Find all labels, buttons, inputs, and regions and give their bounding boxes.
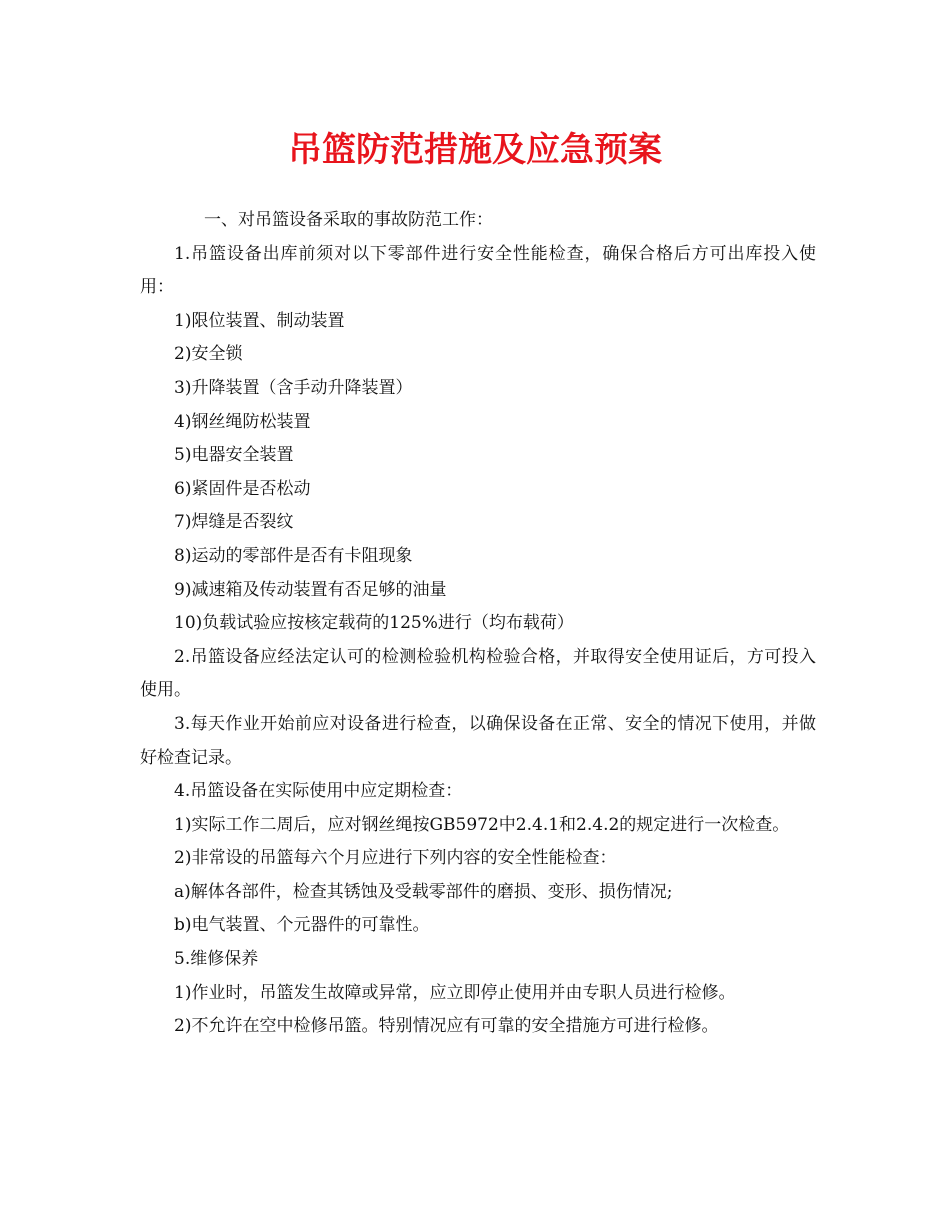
list-item: 5)电器安全装置 bbox=[174, 445, 294, 466]
list-item: 2)非常设的吊篮每六个月应进行下列内容的安全性能检查： bbox=[174, 848, 617, 869]
document-title: 吊篮防范措施及应急预案 bbox=[288, 130, 662, 170]
list-item: 2)安全锁 bbox=[174, 344, 243, 365]
list-item: b)电气装置、个元器件的可靠性。 bbox=[174, 915, 430, 936]
list-item: 1)作业时，吊篮发生故障或异常，应立即停止使用并由专职人员进行检修。 bbox=[174, 982, 736, 1003]
document-body bbox=[140, 204, 816, 1044]
list-item: 7)焊缝是否裂纹 bbox=[174, 512, 294, 533]
list-item: 4)钢丝绳防松装置 bbox=[174, 411, 311, 432]
list-item: 10)负载试验应按核定载荷的125%进行（均布载荷） bbox=[174, 613, 574, 634]
list-item: 1)限位装置、制动装置 bbox=[174, 310, 345, 331]
item-paragraph: 3.每天作业开始前应对设备进行检查，以确保设备在正常、安全的情况下使用，并做好检查记录。 bbox=[140, 713, 816, 768]
list-item: 6)紧固件是否松动 bbox=[174, 478, 311, 499]
list-item: 2)不允许在空中检修吊篮。特别情况应有可靠的安全措施方可进行检修。 bbox=[174, 1016, 719, 1037]
list-item: a)解体各部件，检查其锈蚀及受载零部件的磨损、变形、损伤情况; bbox=[174, 881, 673, 902]
list-item: 3)升降装置（含手动升降装置） bbox=[174, 377, 413, 398]
item-paragraph: 1.吊篮设备出库前须对以下零部件进行安全性能检查，确保合格后方可出库投入使用： bbox=[140, 243, 816, 298]
item-paragraph: 5.维修保养 bbox=[174, 949, 259, 970]
list-item: 9)减速箱及传动装置有否足够的油量 bbox=[174, 579, 447, 600]
list-item: 8)运动的零部件是否有卡阻现象 bbox=[174, 545, 413, 566]
list-item: 1)实际工作二周后，应对钢丝绳按GB5972中2.4.1和2.4.2的规定进行一次检查。 bbox=[174, 814, 790, 835]
item-paragraph: 2.吊篮设备应经法定认可的检测检验机构检验合格，并取得安全使用证后，方可投入使用。 bbox=[140, 646, 816, 701]
item-paragraph: 4.吊篮设备在实际使用中应定期检查： bbox=[174, 781, 463, 802]
section-heading: 一、对吊篮设备采取的事故防范工作： bbox=[204, 210, 493, 230]
